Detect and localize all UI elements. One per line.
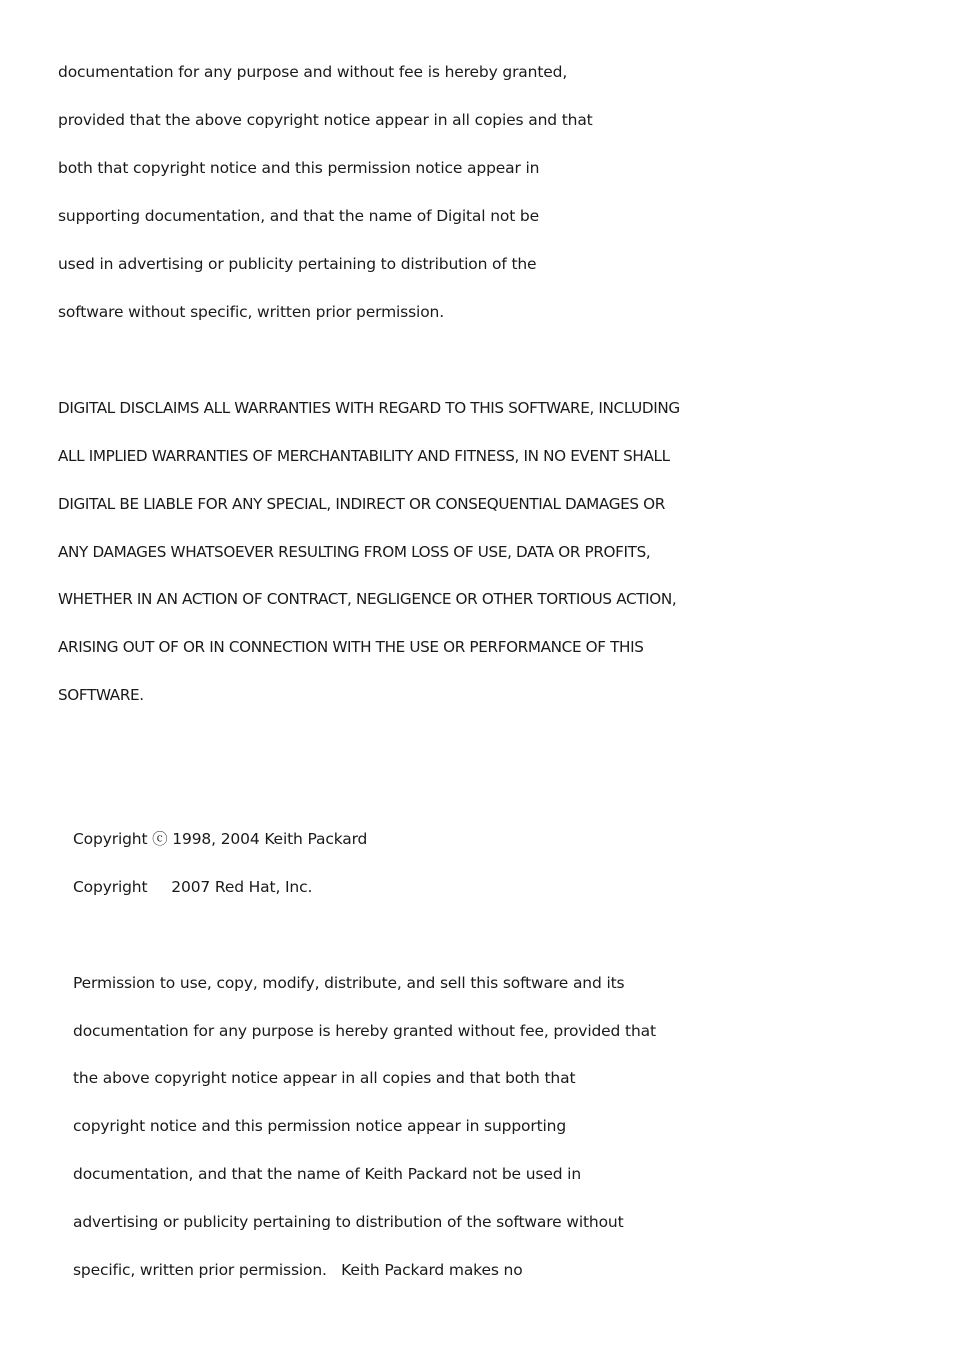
text-line: used in advertising or publicity pertaining to distribution of the: [58, 255, 537, 273]
text-line: ARISING OUT OF OR IN CONNECTION WITH THE USE OR PERFORMANCE OF THIS: [58, 638, 644, 656]
text-line: supporting documentation, and that the name of Digital not be: [58, 207, 539, 225]
text-line: Permission to use, copy, modify, distribute, and sell this software and its: [73, 974, 625, 992]
text-line: documentation for any purpose is hereby granted without fee, provided that: [73, 1022, 656, 1040]
text-line: documentation, and that the name of Keith Packard not be used in: [73, 1165, 582, 1183]
text-line: copyright notice and this permission notice appear in supporting: [73, 1117, 567, 1135]
copyright-line: Copyright 2007 Red Hat, Inc.: [73, 878, 313, 896]
text-line: software without specific, written prior permission.: [58, 303, 444, 321]
text-line: WHETHER IN AN ACTION OF CONTRACT, NEGLIGENCE OR OTHER TORTIOUS ACTION,: [58, 590, 677, 608]
text-line: the above copyright notice appear in all copies and that both that: [73, 1069, 576, 1087]
text-line: advertising or publicity pertaining to distribution of the software without: [73, 1213, 624, 1231]
copyright-line: Copyright ⓒ 1998, 2004 Keith Packard: [73, 830, 368, 848]
text-line: ANY DAMAGES WHATSOEVER RESULTING FROM LOSS OF USE, DATA OR PROFITS,: [58, 543, 651, 561]
text-line: documentation for any purpose and without fee is hereby granted,: [58, 63, 568, 81]
text-line: ALL IMPLIED WARRANTIES OF MERCHANTABILITY AND FITNESS, IN NO EVENT SHALL: [58, 447, 670, 465]
text-line: provided that the above copyright notice appear in all copies and that: [58, 111, 593, 129]
text-line: both that copyright notice and this permission notice appear in: [58, 159, 540, 177]
text-line: specific, written prior permission. Keith Packard makes no: [73, 1261, 523, 1279]
text-line: SOFTWARE.: [58, 686, 144, 704]
text-line: DIGITAL DISCLAIMS ALL WARRANTIES WITH REGARD TO THIS SOFTWARE, INCLUDING: [58, 399, 680, 417]
text-line: DIGITAL BE LIABLE FOR ANY SPECIAL, INDIRECT OR CONSEQUENTIAL DAMAGES OR: [58, 495, 665, 513]
